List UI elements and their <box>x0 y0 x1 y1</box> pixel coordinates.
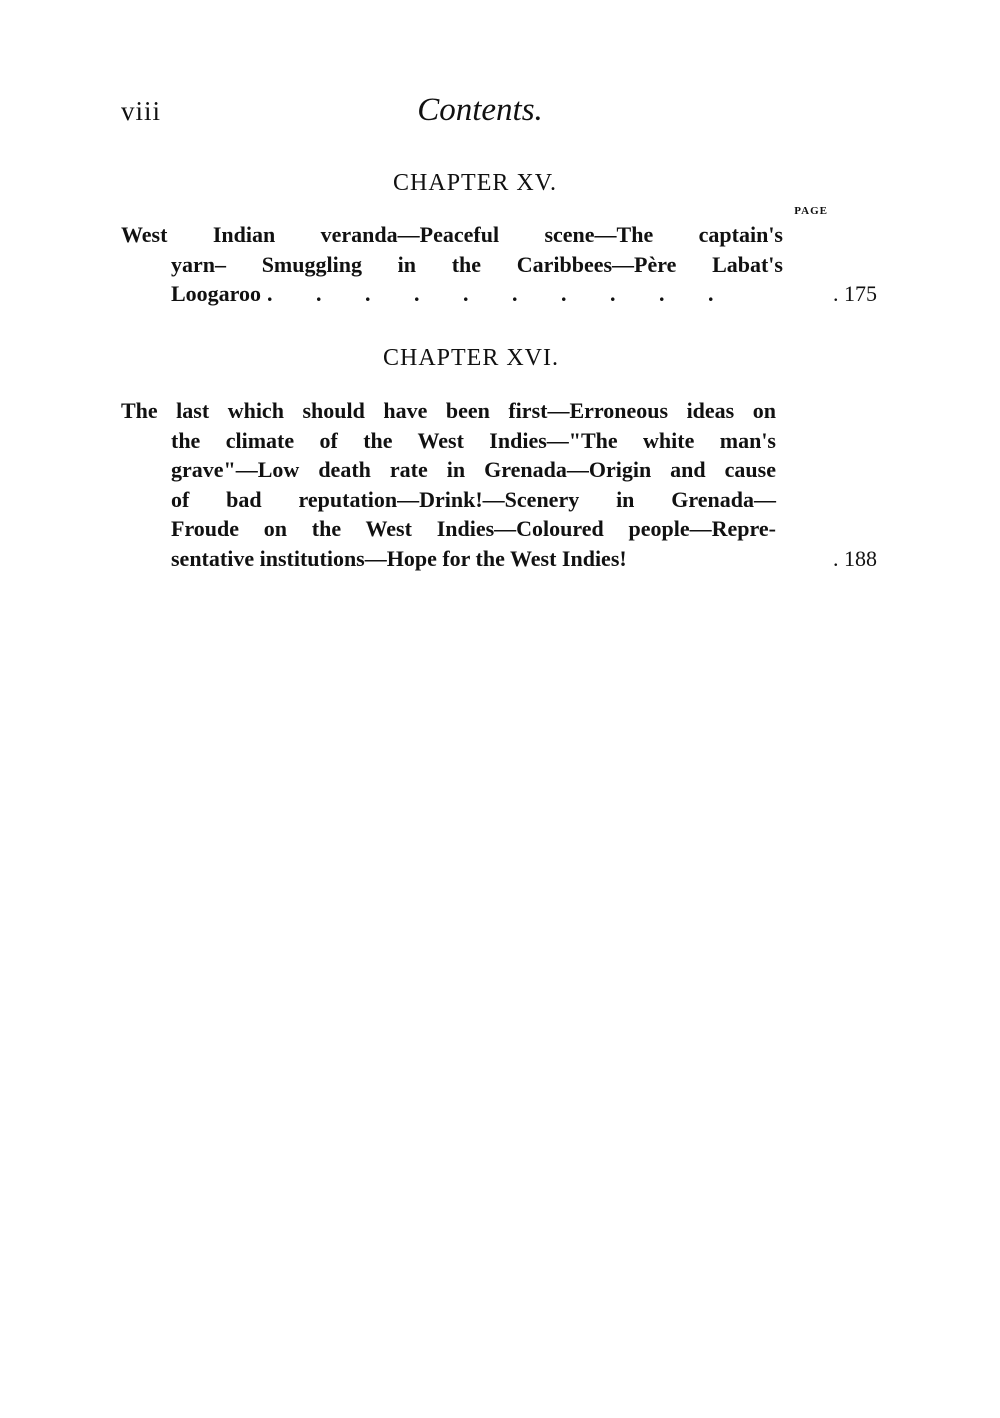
chapter-heading: CHAPTER XVI. <box>382 345 559 371</box>
entry-line: West Indian veranda—Peaceful scene—The captain's <box>121 222 783 247</box>
entry-line: the climate of the West Indies—"The white man's <box>171 427 776 453</box>
chapter-entry <box>121 220 877 309</box>
entry-last-line <box>121 544 877 574</box>
page-reference: . 188 <box>833 545 877 571</box>
entry-line: yarn– Smuggling in the Caribbees—Père Labat's <box>171 251 783 277</box>
page-number: viii <box>121 96 162 126</box>
entry-line-text: Loogaroo <box>171 281 262 306</box>
entry-line: The last which should have been first—Erroneous ideas on <box>121 398 776 423</box>
running-title: Contents. <box>417 92 543 128</box>
dot-leader: . . . . . . . . . . <box>267 281 733 306</box>
entry-last-line <box>121 279 877 309</box>
page-column-label: PAGE <box>794 205 828 217</box>
entry-line-text: sentative institutions—Hope for the West Indies! <box>171 545 627 571</box>
page-reference: . 175 <box>833 281 877 306</box>
chapter-entry <box>121 396 877 573</box>
entry-line: of bad reputation—Drink!—Scenery in Grenada— <box>171 486 776 512</box>
entry-line: Froude on the West Indies—Coloured people—Repre- <box>171 516 776 541</box>
entry-line: grave"—Low death rate in Grenada—Origin and cause <box>171 457 776 482</box>
chapter-heading: CHAPTER XV. <box>393 170 557 196</box>
